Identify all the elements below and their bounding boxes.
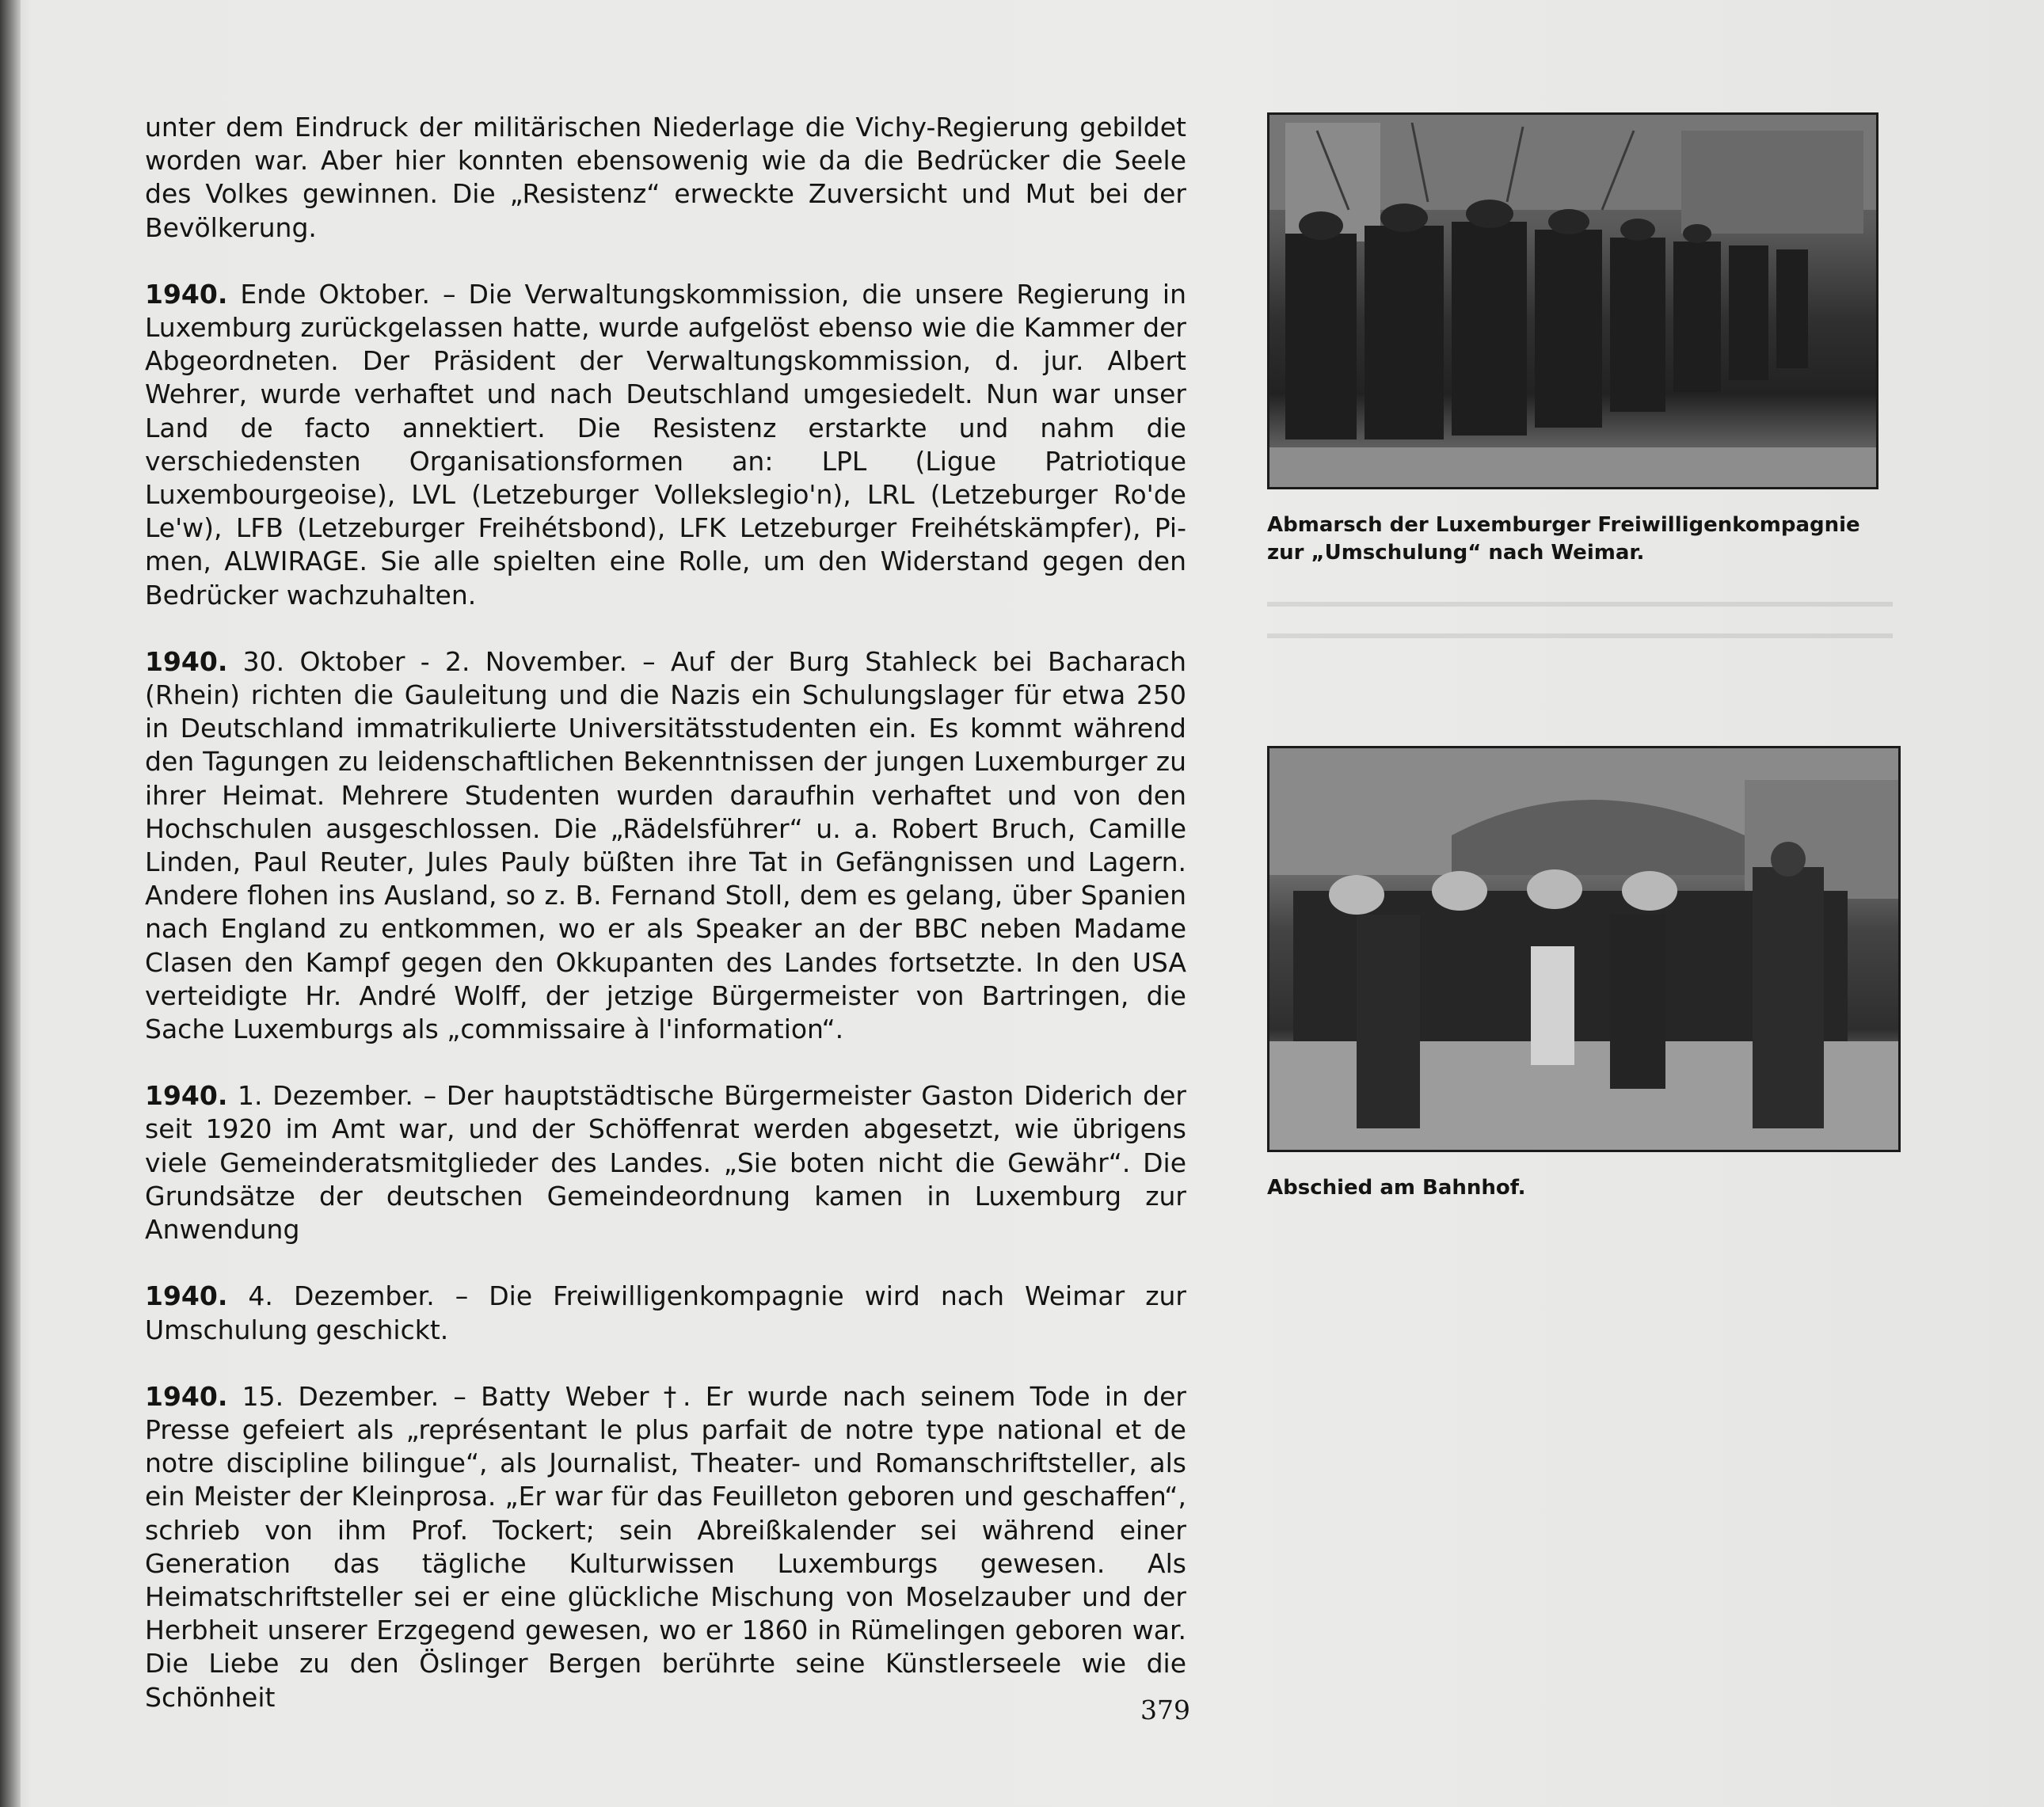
text-entry [145, 111, 1186, 245]
figure-caption-station: Abschied am Bahnhof. [1267, 1176, 1526, 1200]
photo-farewell-station [1267, 746, 1901, 1152]
figure-march [1267, 112, 1897, 567]
photo-illustration [1269, 748, 1898, 1150]
text-entry [145, 278, 1186, 612]
faint-bleedthrough-line [1267, 602, 1893, 607]
text-entry [145, 1380, 1186, 1714]
page-number: 379 [1140, 1695, 1190, 1725]
text-entry [145, 645, 1186, 1046]
entry-year: 1940. [145, 278, 228, 310]
entry-paragraph [145, 1079, 1186, 1246]
entry-text: 30. Oktober - 2. November. – Auf der Burg Stahleck bei Bacharach (Rhein) richten die Gauleitung und die Nazis ein Schulungslager für etwa 250 in Deutschland immatrikulierte Universitätsstudenten ein. Es kommt während den Tagungen zu leidenschaftlichen Bekenntnissen der jungen Luxemburger zu ihrer Heimat. Mehrere Studenten wurden daraufhin verhaftet und von den Hochschulen ausgeschlossen. Die „Rädelsführer“ u. a. Robert Bruch, Camille Linden, Paul Reuter, Jules Pauly büßten ihre Tat in Gefängnissen und Lagern. Andere flohen ins Ausland, so z. B. Fernand Stoll, dem es gelang, über Spanien nach England zu entkommen, wo er als Speaker an der BBC neben Madame Clasen den Kampf gegen den Okkupanten des Landes fortsetzte. In den USA verteidigte Hr. André Wolff, der jetzige Bürgermeister von Bartringen, die Sache Luxemburgs als „commissaire à l'information“. [145, 645, 1186, 1045]
entry-text: 1. Dezember. – Der hauptstädtische Bürgermeister Gaston Diderich der seit 1920 im Amt war, und der Schöffenrat werden abgesetzt, wie übrigens viele Gemeinderatsmitglieder des Landes. „Sie boten nicht die Gewähr“. Die Grundsätze der deutschen Gemeindeordnung kamen in Luxemburg zur Anwendung [145, 1080, 1186, 1246]
text-entry [145, 1079, 1186, 1246]
figure-caption-march: Abmarsch der Luxemburger Freiwilligenkompagnie zur „Umschulung“ nach Weimar. [1267, 513, 1860, 565]
entry-paragraph [145, 1380, 1186, 1714]
text-entry [145, 1280, 1186, 1346]
entry-year: 1940. [145, 1280, 228, 1312]
entry-paragraph [145, 1280, 1186, 1346]
figure-station [1267, 746, 1897, 1202]
entry-paragraph [145, 278, 1186, 612]
entry-paragraph [145, 111, 1186, 245]
photo-illustration [1269, 115, 1876, 487]
entry-text: Ende Oktober. – Die Verwaltungskommission, die unsere Regierung in Luxemburg zurückgelassen hatte, wurde aufgelöst ebenso wie die Kammer der Abgeordneten. Der Präsident der Verwaltungskommission, d. jur. Albert Wehrer, wurde verhaftet und nach Deutschland umgesiedelt. Nun war unser Land de facto annektiert. Die Resistenz erstarkte und nahm die verschiedensten Organisationsformen an: LPL (Ligue Patriotique Luxembourgeoise), LVL (Letzeburger Vollekslegio'n), LRL (Letzeburger Ro'de Le'w), LFB (Letzeburger Freihétsbond), LFK Letzeburger Freihétskämpfer), Pi-men, ALWIRAGE. Sie alle spielten eine Rolle, um den Widerstand gegen den Bedrücker wachzuhalten. [145, 278, 1186, 611]
entry-text: unter dem Eindruck der militärischen Niederlage die Vichy-Regierung gebildet worden war. Aber hier konnten ebensowenig wie da die Bedrücker die Seele des Volkes gewinnen. Die „Resistenz“ erweckte Zuversicht und Mut bei der Bevölkerung. [145, 112, 1186, 243]
book-spine-shadow [0, 0, 21, 1807]
faint-bleedthrough-line [1267, 633, 1893, 638]
entry-year: 1940. [145, 645, 228, 677]
photo-marching-volunteers [1267, 112, 1878, 489]
entry-year: 1940. [145, 1080, 228, 1112]
entry-text: 15. Dezember. – Batty Weber †. Er wurde nach seinem Tode in der Presse gefeiert als „représentant le plus parfait de notre type national et de notre discipline bilingue“, als Journalist, Theater- und Romanschriftsteller, als ein Meister der Kleinprosa. „Er war für das Feuilleton geboren und geschaffen“, schrieb von ihm Prof. Tockert; sein Abreißkalender sei während einer Generation das tägliche Kulturwissen Luxemburgs gewesen. Als Heimatschriftsteller sei er eine glückliche Mischung von Moselzauber und der Herbheit unserer Erzgegend gewesen, wo er 1860 in Rümelingen geboren war. Die Liebe zu den Öslinger Bergen berührte seine Künstlerseele wie die Schönheit [145, 1380, 1186, 1713]
main-text-column [145, 111, 1190, 1748]
entry-paragraph [145, 645, 1186, 1046]
entry-text: 4. Dezember. – Die Freiwilligenkompagnie wird nach Weimar zur Umschulung geschickt. [145, 1280, 1186, 1345]
entry-year: 1940. [145, 1380, 228, 1412]
